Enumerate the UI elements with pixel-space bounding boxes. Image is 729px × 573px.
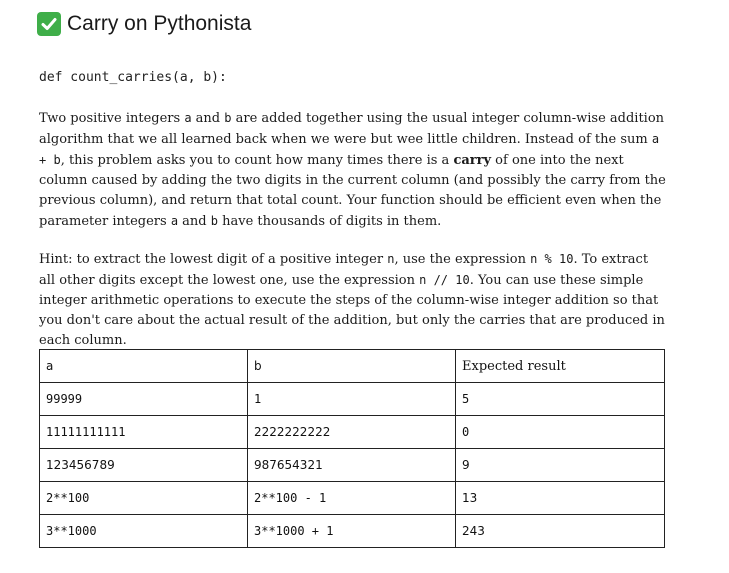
table-row bbox=[40, 449, 665, 482]
cell-expected: 0 bbox=[456, 416, 665, 449]
title-row bbox=[37, 12, 251, 36]
code-div: n // 10 bbox=[419, 273, 470, 287]
carry-bold: carry bbox=[453, 153, 492, 168]
table-header-row bbox=[40, 350, 665, 383]
cell-a: 2**100 bbox=[40, 482, 248, 515]
cell-a: 11111111111 bbox=[40, 416, 248, 449]
page-title: Carry on Pythonista bbox=[67, 12, 252, 35]
text: of one into the next column caused by adding the two digits in the current column (and possibly the carry from the previous column), and return that total count. Your function should be efficient even when the parameter integers bbox=[39, 153, 666, 229]
header-b: b bbox=[248, 350, 456, 383]
cell-b: 987654321 bbox=[248, 449, 456, 482]
text: . You can use these simple integer arithmetic operations to execute the steps of the column-wise integer addition so that you don't care about the actual result of the addition, but only the carries that are produced in each column. bbox=[39, 273, 665, 348]
cell-expected: 243 bbox=[456, 515, 665, 548]
cell-expected: 5 bbox=[456, 383, 665, 416]
code-a: a bbox=[170, 214, 179, 228]
code-n: n bbox=[387, 252, 395, 266]
test-cases-table bbox=[39, 349, 665, 548]
code-b: b bbox=[224, 111, 232, 125]
check-icon bbox=[37, 12, 61, 36]
text: , use the expression bbox=[394, 252, 531, 267]
text: Two positive integers bbox=[39, 111, 185, 126]
code-b: b bbox=[210, 214, 218, 228]
text: have thousands of digits in them. bbox=[218, 214, 442, 229]
table-row bbox=[40, 515, 665, 548]
text: and bbox=[191, 111, 225, 126]
code-mod: n % 10 bbox=[530, 252, 574, 266]
cell-b: 2222222222 bbox=[248, 416, 456, 449]
cell-a: 123456789 bbox=[40, 449, 248, 482]
cell-b: 3**1000 + 1 bbox=[248, 515, 456, 548]
cell-expected: 13 bbox=[456, 482, 665, 515]
cell-a: 99999 bbox=[40, 383, 248, 416]
code-sum: a + b bbox=[39, 132, 660, 167]
header-a: a bbox=[40, 350, 248, 383]
function-signature: def count_carries(a, b): bbox=[39, 70, 227, 85]
text: and bbox=[178, 214, 211, 229]
cell-expected: 9 bbox=[456, 449, 665, 482]
text: are added together using the usual integer column-wise addition algorithm that we all learned back when we were but wee little children. Instead of the sum bbox=[39, 111, 665, 147]
cell-b: 1 bbox=[248, 383, 456, 416]
table-row bbox=[40, 383, 665, 416]
table-row bbox=[40, 416, 665, 449]
header-expected: Expected result bbox=[456, 350, 665, 383]
description-paragraph bbox=[39, 108, 667, 232]
code-a: a bbox=[184, 111, 192, 125]
text: . To extract all other digits except the lowest one, use the expression bbox=[39, 252, 649, 288]
cell-b: 2**100 - 1 bbox=[248, 482, 456, 515]
cell-a: 3**1000 bbox=[40, 515, 248, 548]
text: , this problem asks you to count how many times there is a bbox=[60, 153, 454, 168]
hint-paragraph bbox=[39, 249, 667, 351]
text: Hint: to extract the lowest digit of a positive integer bbox=[39, 252, 388, 267]
table-row bbox=[40, 482, 665, 515]
